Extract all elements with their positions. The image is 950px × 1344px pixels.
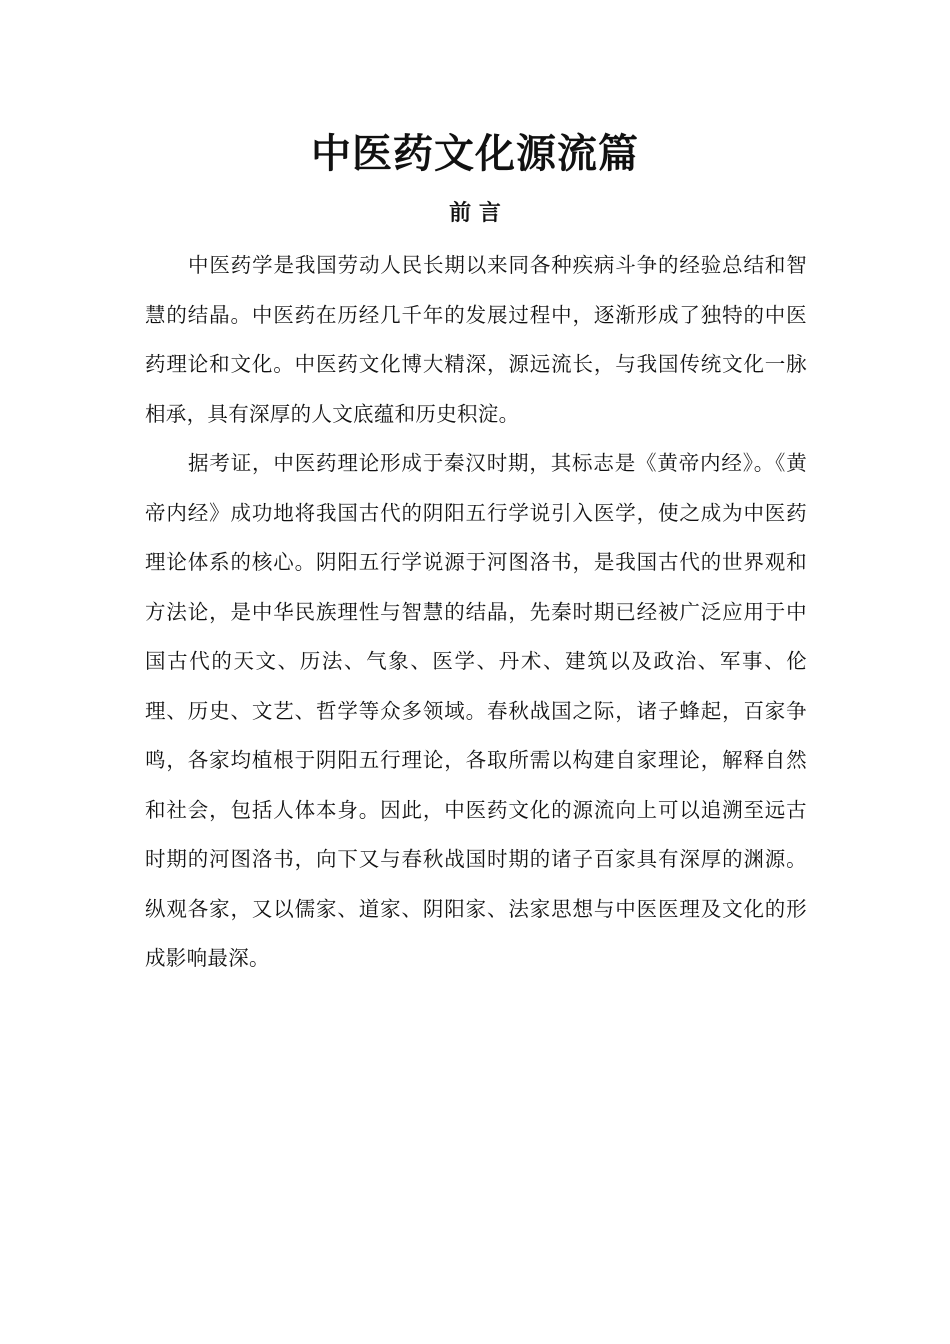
paragraph-1: 中医药学是我国劳动人民长期以来同各种疾病斗争的经验总结和智慧的结晶。中医药在历经几千年的发展过程中，逐渐形成了独特的中医药理论和文化。中医药文化博大精深，源远流长，与我国传统文化一脉相承，具有深厚的人文底蕴和历史积淀。 [145,253,807,426]
document-body [145,241,807,984]
page-title: 中医药文化源流篇 [311,131,639,177]
section-heading: 前 言 [449,200,501,226]
paragraph-2: 据考证，中医药理论形成于秦汉时期，其标志是《黄帝内经》。《黄帝内经》成功地将我国古代的阴阳五行学说引入医学，使之成为中医药理论体系的核心。阴阳五行学说源于河图洛书，是我国古代的世界观和方法论，是中华民族理性与智慧的结晶，先秦时期已经被广泛应用于中国古代的天文、历法、气象、医学、丹术、建筑以及政治、军事、伦理、历史、文艺、哲学等众多领域。春秋战国之际，诸子蜂起，百家争鸣，各家均植根于阴阳五行理论，各取所需以构建自家理论，解释自然和社会，包括人体本身。因此，中医药文化的源流向上可以追溯至远古时期的河图洛书，向下又与春秋战国时期的诸子百家具有深厚的渊源。纵观各家，又以儒家、道家、阴阳家、法家思想与中医医理及文化的形成影响最深。 [145,451,807,970]
